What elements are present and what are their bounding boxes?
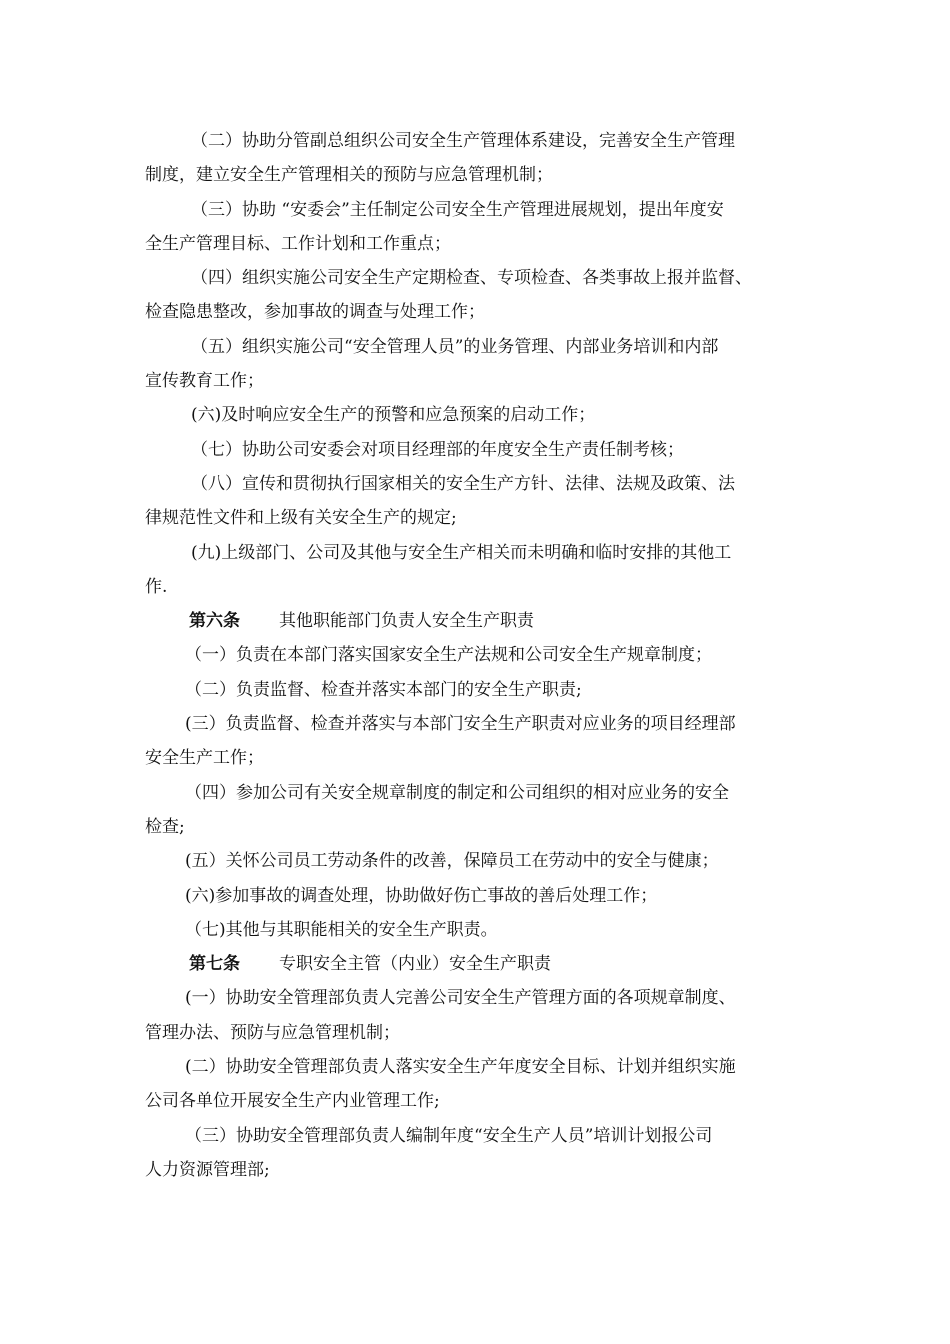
document-body	[145, 124, 825, 1187]
text-line: (三）负责监督、检查并落实与本部门安全生产职责对应业务的项目经理部	[185, 714, 736, 735]
text-line: (六)及时响应安全生产的预警和应急预案的启动工作；	[191, 405, 596, 426]
text-line: 作.	[145, 576, 168, 597]
text-line: 律规范性文件和上级有关安全生产的规定;	[145, 508, 457, 529]
text-line: (九)上级部门、公司及其他与安全生产相关而未明确和临时安排的其他工	[191, 542, 732, 563]
text-line: （四）组织实施公司安全生产定期检查、专项检查、各类事故上报并监督、	[191, 268, 752, 289]
text-line: 安全生产工作；	[145, 748, 264, 769]
text-line: （二）负责监督、检查并落实本部门的安全生产职责;	[185, 679, 582, 700]
text-line: （二）协助分管副总组织公司安全生产管理体系建设，完善安全生产管理	[191, 131, 735, 151]
text-line: (一）协助安全管理部负责人完善公司安全生产管理方面的各项规章制度、	[185, 988, 736, 1009]
article-6-title: 其他职能部门负责人安全生产职责	[279, 611, 534, 632]
text-line: 宣传教育工作；	[145, 371, 264, 392]
text-line: 管理办法、预防与应急管理机制；	[145, 1022, 400, 1043]
text-line: 检查隐患整改，参加事故的调查与处理工作；	[145, 302, 485, 323]
text-line: 全生产管理目标、工作计划和工作重点；	[145, 233, 451, 254]
text-line: （五）组织实施公司“安全管理人员”的业务管理、内部业务培训和内部	[191, 336, 719, 357]
article-7-number: 第七条	[189, 954, 240, 975]
article-7-heading	[145, 947, 825, 981]
article-6-heading	[145, 604, 825, 638]
text-line: (五）关怀公司员工劳动条件的改善，保障员工在劳动中的安全与健康；	[185, 851, 719, 872]
text-line: （七）协助公司安委会对项目经理部的年度安全生产责任制考核；	[191, 439, 684, 460]
text-line: (六)参加事故的调查处理，协助做好伤亡事故的善后处理工作；	[185, 885, 658, 906]
text-line: 公司各单位开展安全生产内业管理工作;	[145, 1091, 440, 1112]
text-line: （三）协助安全管理部负责人编制年度“安全生产人员”培训计划报公司	[185, 1125, 713, 1146]
text-line: 人力资源管理部;	[145, 1159, 270, 1180]
text-line: （四）参加公司有关安全规章制度的制定和公司组织的相对应业务的安全	[185, 782, 729, 803]
text-line: （八）宣传和贯彻执行国家相关的安全生产方针、法律、法规及政策、法	[191, 473, 735, 494]
text-line: (二）协助安全管理部负责人落实安全生产年度安全目标、计划并组织实施	[185, 1057, 736, 1078]
text-line: （三）协助 “安委会”主任制定公司安全生产管理进展规划，提出年度安	[191, 199, 724, 220]
text-line: （一）负责在本部门落实国家安全生产法规和公司安全生产规章制度；	[185, 645, 712, 666]
text-line: 检查;	[145, 816, 185, 837]
article-7-title: 专职安全主管（内业）安全生产职责	[279, 954, 551, 975]
text-line: 制度，建立安全生产管理相关的预防与应急管理机制；	[145, 165, 553, 186]
article-6-number: 第六条	[189, 611, 240, 632]
text-line: （七)其他与其职能相关的安全生产职责。	[185, 919, 498, 940]
